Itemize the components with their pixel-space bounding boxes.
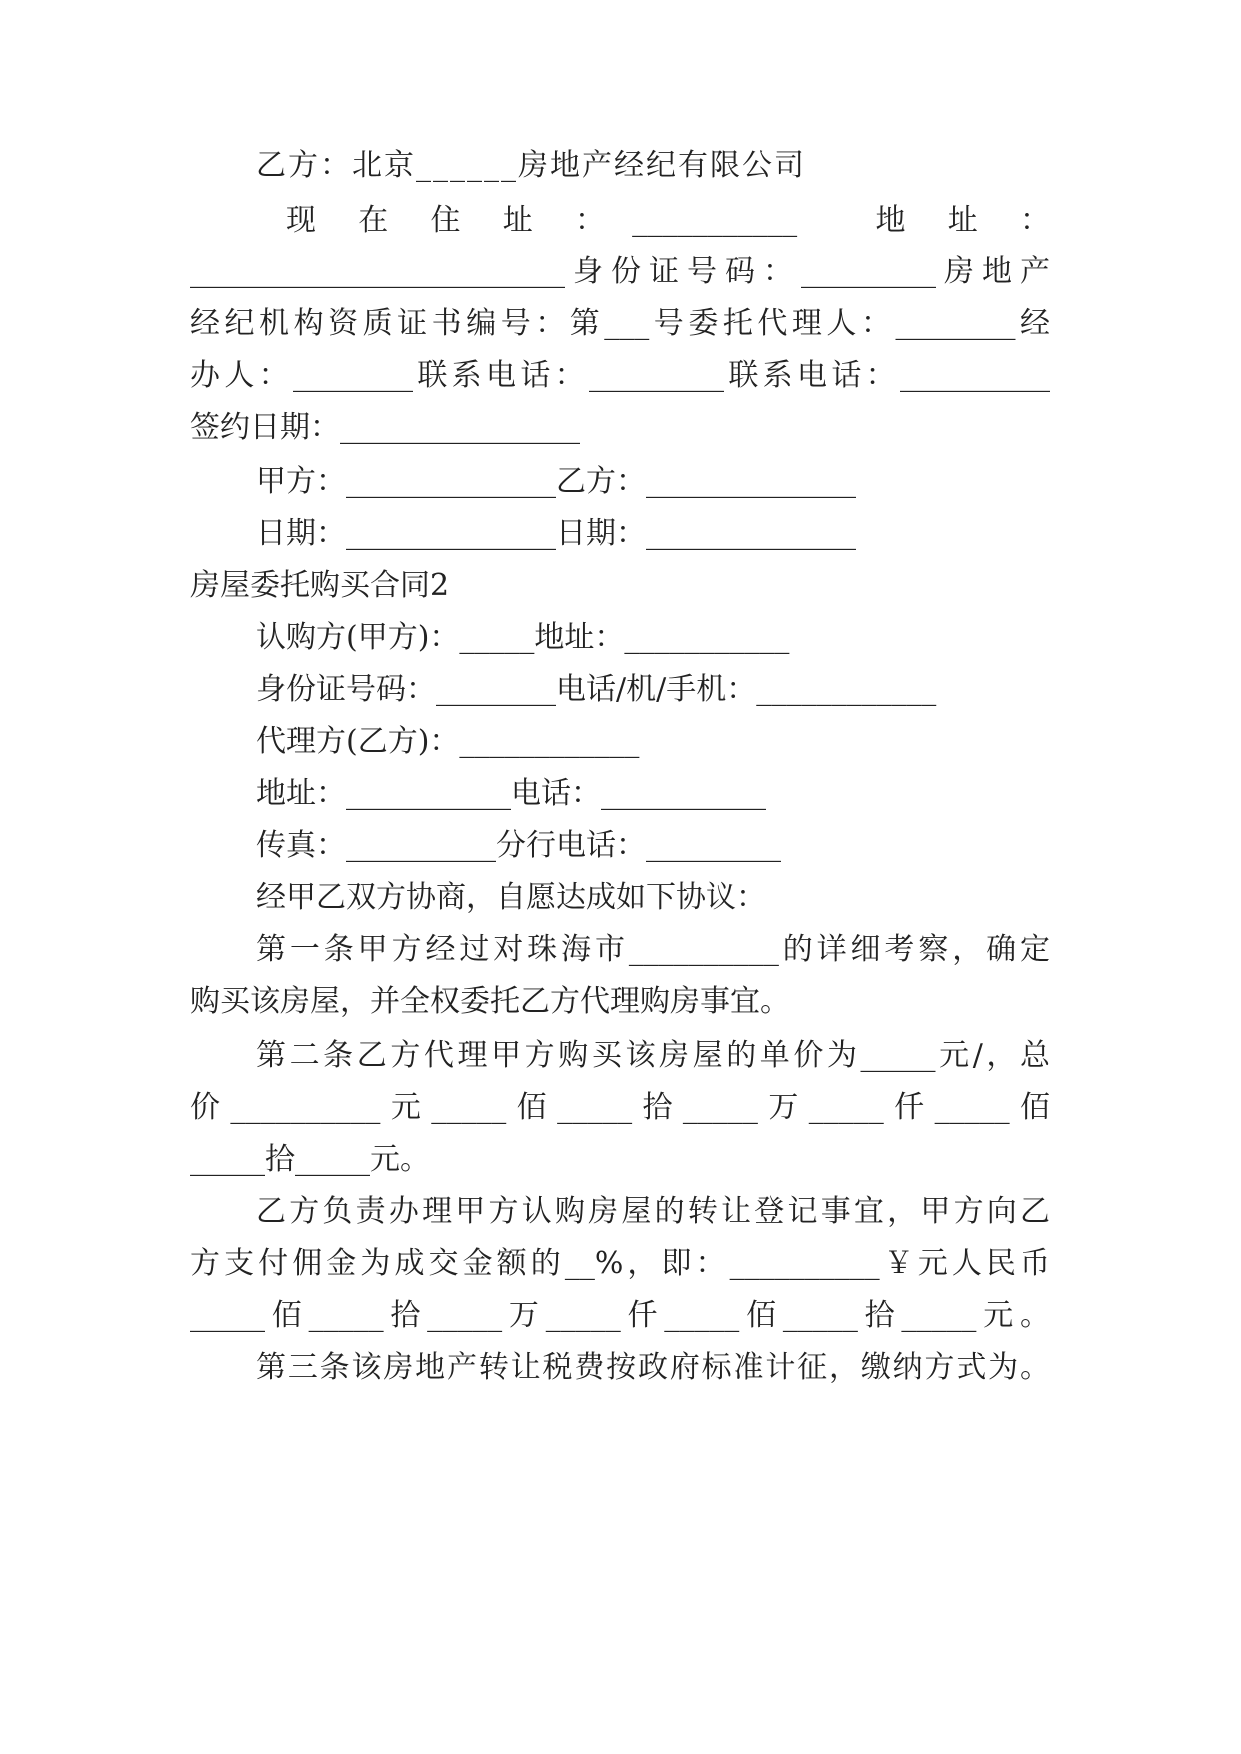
commission-line-2: 方支付佣金为成交金额的__%，即：__________￥元人民币 (190, 1246, 1050, 1281)
current-address-line: 现 在 住 址 ： ___________ 地 址 ： (286, 203, 1050, 238)
id-number-line: _________________________身份证号码：_________房地产 (190, 254, 1050, 289)
article-2-line-1: 第二条乙方代理甲方购买该房屋的单价为_____元/，总 (256, 1038, 1050, 1073)
agent-address-phone-line: 地址：___________电话：___________ (256, 776, 766, 811)
agent-line: 代理方(乙方)：____________ (256, 724, 640, 759)
signature-parties-line: 甲方：______________乙方：______________ (256, 464, 856, 499)
article-3-line: 第三条该房地产转让税费按政府标准计征，缴纳方式为。 (256, 1350, 1050, 1385)
purchaser-id-phone-line: 身份证号码：________电话/机/手机：____________ (256, 672, 937, 707)
signature-dates-line: 日期：______________日期：______________ (256, 516, 856, 551)
commission-line-3: _____佰_____拾_____万_____仟_____佰_____拾_____元。 (190, 1298, 1050, 1333)
contract-title: 房屋委托购买合同2 (190, 568, 450, 603)
commission-line-1: 乙方负责办理甲方认购房屋的转让登记事宜，甲方向乙 (256, 1194, 1050, 1229)
purchaser-line: 认购方(甲方)：_____地址：___________ (256, 620, 790, 655)
contact-phone-line: 办人：________联系电话：_________联系电话：__________ (190, 358, 1050, 393)
article-2-line-3: _____拾_____元。 (190, 1142, 430, 1177)
article-2-line-2: 价__________元_____佰_____拾_____万_____仟_____佰 (190, 1090, 1050, 1125)
license-line: 经纪机构资质证书编号：第___号委托代理人：________经 (190, 306, 1050, 341)
party-b-company-line: 乙方：北京______房地产经纪有限公司 (256, 148, 806, 183)
agreement-intro-line: 经甲乙双方协商，自愿达成如下协议： (256, 880, 766, 915)
article-1-line-2: 购买该房屋，并全权委托乙方代理购房事宜。 (190, 984, 790, 1019)
article-1-line-1: 第一条甲方经过对珠海市__________的详细考察，确定 (256, 932, 1050, 967)
fax-branch-phone-line: 传真：__________分行电话：_________ (256, 828, 781, 863)
signing-date-line: 签约日期：________________ (190, 410, 580, 445)
